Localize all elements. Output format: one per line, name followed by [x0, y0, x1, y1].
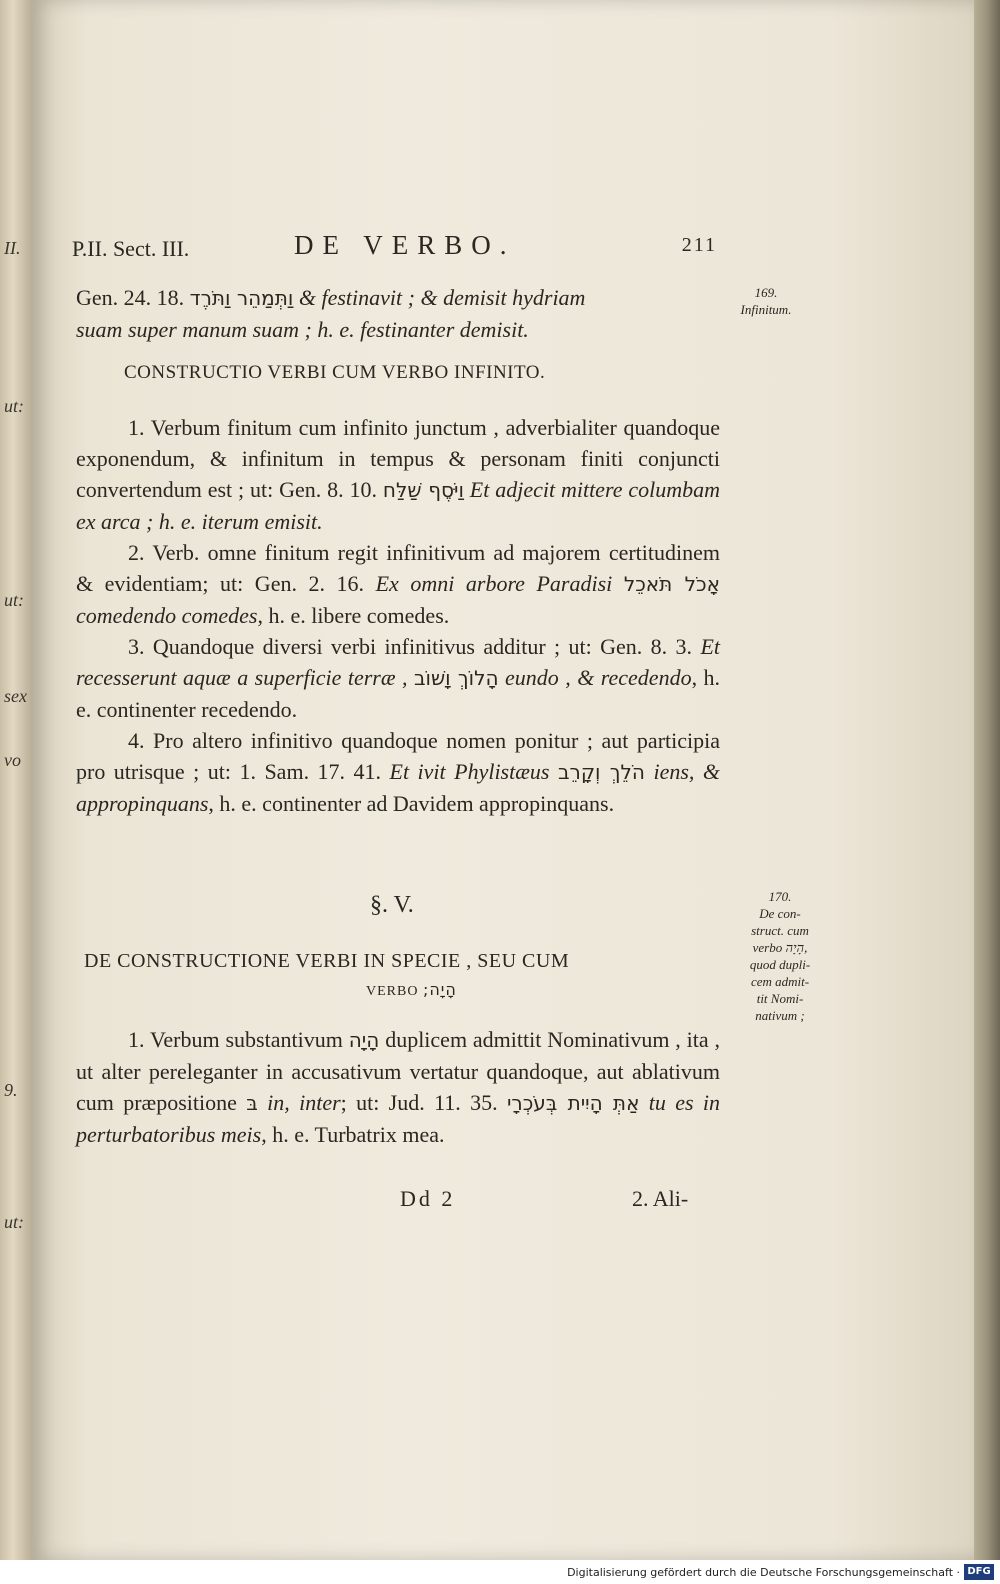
text-run: , h. e. Turbatrix mea. — [261, 1122, 445, 1147]
text-run: in, inter — [267, 1090, 341, 1115]
paragraph — [76, 537, 720, 631]
text-run: & festinavit ; & demisit hydriam — [298, 285, 586, 310]
left-margin-fragment: II. — [4, 238, 21, 258]
text-run: tu es in perturbatoribus meis — [76, 1090, 721, 1147]
hebrew-text: הָיָה; — [422, 980, 457, 999]
hebrew-text: אַתְּ הָיִית בְּעֹכְרָי — [506, 1091, 640, 1115]
hebrew-text: וַתְּמַהֵר וַתֹּרֶד — [189, 286, 294, 310]
sidenote-text: struct. cum — [751, 923, 809, 938]
left-margin-fragment: 9. — [4, 1080, 18, 1100]
sidenote-text: cem admit- — [750, 974, 810, 989]
book-edge-right — [974, 0, 1000, 1560]
text-run: , h. e. continenter recedendo. — [76, 665, 721, 722]
text-run: eundo , & recedendo — [505, 665, 692, 690]
left-margin-fragment: ut: — [4, 590, 24, 610]
sidenote-text: nativum ; — [755, 1008, 805, 1023]
sidenote-number: 170. — [768, 889, 792, 904]
hebrew-text: וַיֹּסֶף שַׁלַּח — [382, 478, 464, 502]
text-run: 3. Quandoque diversi verbi infinitivus additur ; ut: Gen. 8. 3. — [128, 634, 693, 659]
dfg-logo: DFG — [964, 1564, 994, 1580]
left-margin-fragment: ut: — [4, 1212, 24, 1232]
hebrew-text: בּ — [246, 1091, 258, 1115]
page-title: DE VERBO. — [294, 230, 516, 260]
text-run: Et ivit Phylistæus — [389, 759, 550, 784]
text-run: Et adjecit mittere columbam ex arca ; h. e. iterum emisit. — [76, 477, 720, 534]
text-run: comedendo comedes — [76, 603, 258, 628]
sidenote-169 — [730, 284, 802, 318]
section-subheading — [366, 980, 457, 1000]
text-run: Gen. 24. 18. — [76, 285, 185, 310]
text-run: duplicem admittit Nominativum , ita , ut alter pereleganter in accusativum vertatur quandoque, aut ablativum cum præpositione — [76, 1027, 721, 1115]
text-run: 2. Verb. omne finitum regit infinitivum ad majorem certitudinem & evidentiam; ut: Gen. 2. 16. — [76, 540, 720, 596]
left-margin-fragment: sex — [4, 686, 27, 706]
book-edge-left — [0, 0, 32, 1560]
infinito-paragraphs — [76, 412, 720, 819]
running-header — [72, 230, 717, 270]
text-run: Ex omni arbore Paradisi — [375, 571, 613, 596]
page-number: 211 — [681, 234, 717, 256]
hebrew-text: הָלוֹךְ וָשׁוֹב — [413, 666, 499, 690]
sidenote-text: De con- — [759, 906, 801, 921]
paragraph — [76, 631, 720, 725]
paragraph — [76, 725, 720, 819]
section-heading: DE CONSTRUCTIONE VERBI IN SPECIE , SEU CUM — [84, 950, 570, 972]
text-run: 1. Verbum finitum cum infinito junctum , adverbialiter quandoque exponendum, & infinitum in tempus & personam finiti conjuncti convertendum est ; ut: Gen. 8. 10. — [76, 415, 720, 502]
paragraph — [76, 412, 720, 537]
text-run: suam super manum suam ; h. e. festinanter demisit. — [76, 317, 529, 342]
left-margin-fragment: vo — [4, 750, 21, 770]
section-label: P.II. Sect. III. — [72, 236, 190, 261]
sidenote-text: quod dupli- — [749, 957, 811, 972]
text-run: iens, & appropinquans — [76, 759, 721, 816]
hebrew-text: הֹלֵךְ וְקָרֵב — [557, 760, 645, 784]
section-v-paragraph — [76, 1024, 720, 1150]
text-run: Et recesserunt aquæ a superficie terræ , — [76, 634, 720, 690]
footer-credit: Digitalisierung gefördert durch die Deutsche Forschungsgemeinschaft · — [567, 1566, 960, 1579]
text-run: , h. e. continenter ad Davidem appropinquans. — [208, 791, 615, 816]
sidenote-text: tit Nomi- — [756, 991, 804, 1006]
section-sign: §. V. — [370, 892, 414, 918]
text-run: 4. Pro altero infinitivo quandoque nomen ponitur ; aut participia pro utrisque ; ut: 1. Sam. 17. 41. — [76, 728, 720, 784]
hebrew-text: אָכֹל תֹּאכֵל — [623, 572, 720, 596]
signature-mark: Dd 2 — [400, 1186, 456, 1211]
sidenote-text: Infinitum. — [740, 302, 792, 317]
sidenote-text: verbo הָיָה, — [752, 940, 808, 955]
intro-paragraph — [76, 282, 720, 345]
left-margin-fragment: ut: — [4, 396, 24, 416]
paragraph — [76, 1024, 720, 1150]
section-heading: CONSTRUCTIO VERBI CUM VERBO INFINITO. — [124, 362, 546, 383]
sidenote-number: 169. — [754, 285, 778, 300]
text-run: 1. Verbum substantivum — [128, 1027, 343, 1052]
text-run: , h. e. libere comedes. — [257, 603, 450, 628]
text-run: ; ut: Jud. 11. 35. — [340, 1090, 498, 1115]
catchword: 2. Ali- — [632, 1186, 689, 1211]
hebrew-text: הָיָה — [348, 1028, 380, 1052]
text-run: VERBO — [366, 984, 419, 999]
sidenote-170 — [740, 888, 820, 1024]
